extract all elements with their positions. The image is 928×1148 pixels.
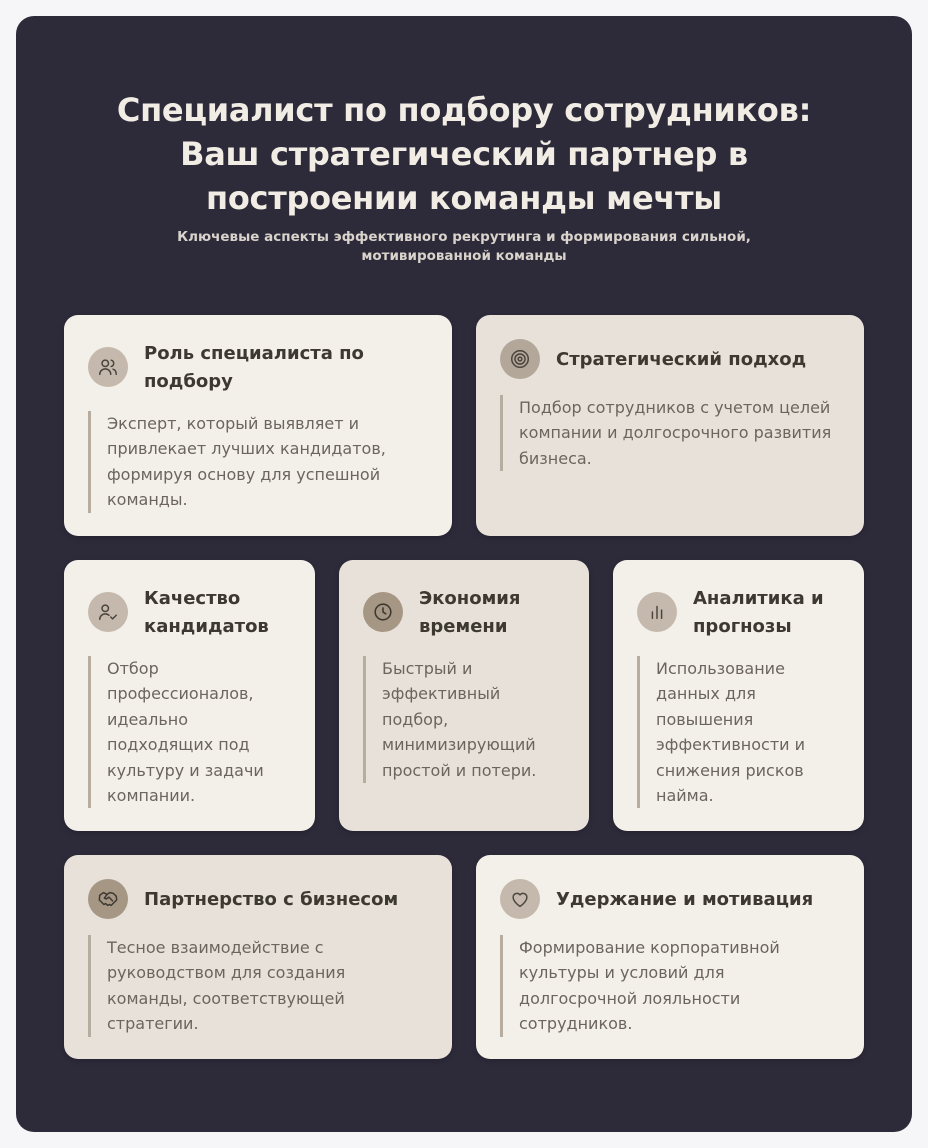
page-subtitle: Ключевые аспекты эффективного рекрутинга и формирования сильной, мотивированной команды [177,229,751,264]
card-description: Формирование корпоративной культуры и условий для долгосрочной лояльности сотрудников. [500,935,820,1037]
handshake-icon [88,879,128,919]
card-retention-motivation [476,855,864,1059]
card-description: Быстрый и эффективный подбор, минимизирующий простой и потери. [363,656,553,783]
card-title: Роль специалиста по подбору [144,343,364,392]
card-title: Экономия времени [419,588,521,637]
card-strategic-approach [476,315,864,536]
card-candidate-quality [64,560,315,831]
card-title: Стратегический подход [556,349,807,370]
card-description: Подбор сотрудников с учетом целей компании и долгосрочного развития бизнеса. [500,395,845,471]
clock-icon [363,592,403,632]
bar-chart-icon [637,592,677,632]
infographic-panel [16,16,912,1132]
card-title: Удержание и мотивация [556,889,814,910]
card-analytics [613,560,864,831]
users-icon [88,347,128,387]
user-check-icon [88,592,128,632]
card-business-partnership [64,855,452,1059]
target-icon [500,339,540,379]
card-title: Качество кандидатов [144,588,269,637]
card-description: Тесное взаимодействие с руководством для создания команды, соответствующей стратегии. [88,935,408,1037]
card-description: Отбор профессионалов, идеально подходящих под культуру и задачи компании. [88,656,288,808]
card-description: Эксперт, который выявляет и привлекает лучших кандидатов, формируя основу для успешной команды. [88,411,408,513]
card-title: Аналитика и прогнозы [693,588,824,637]
card-recruiter-role [64,315,452,536]
heart-icon [500,879,540,919]
card-title: Партнерство с бизнесом [144,889,399,910]
page-title: Специалист по подбору сотрудников: Ваш стратегический партнер в построении команды мечты [116,91,812,217]
card-time-saving [339,560,589,831]
card-description: Использование данных для повышения эффективности и снижения рисков найма. [637,656,827,808]
